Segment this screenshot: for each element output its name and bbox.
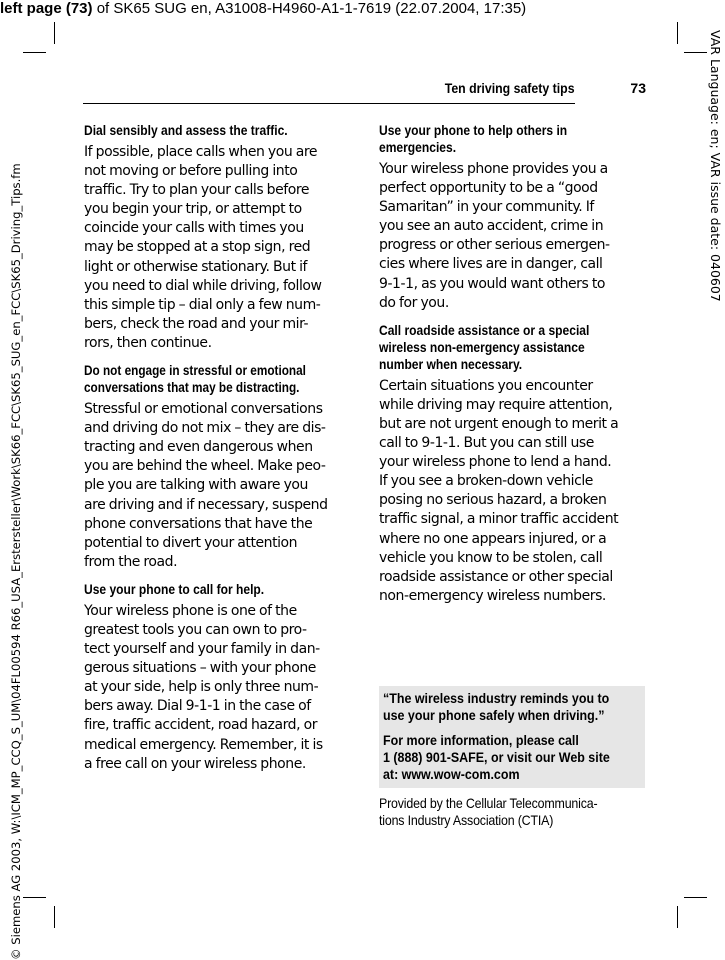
tip-body: Your wireless phone is one of the greatest tools you can own to pro- tect yourself and your family in dan- gerous situations – with your phone at your side, help is only three num- bers away. Dial 9-1-1 in the case of fire, traffic accident, road hazard, or medical emergency. Remember, it is a free call on your wireless phone. xyxy=(84,602,323,772)
tip-section xyxy=(379,122,647,313)
header-rule xyxy=(83,103,575,104)
tip-heading: Use your phone to help others in emergencies. xyxy=(379,123,568,155)
print-header xyxy=(0,0,526,18)
tip-body: If possible, place calls when you are not moving or before pulling into traffic. Try to plan your calls before you begin your trip, or attempt to coincide your calls with times you may be stopped at a stop sign, red light or otherwise stationary. But if you need to dial while driving, follow this simple tip – dial only a few num- bers, check the road and your mir- rors, then continue. xyxy=(84,144,322,351)
crop-mark xyxy=(684,52,707,53)
file-path-text: © Siemens AG 2003, W:\ICM_MP_CCQ_S_UM\04FL00594 R66_USA_Erstersteller\Work\SK66_FCC\SK65_SUG_en_FCC\SK65_Driving_Tips.fm xyxy=(9,163,23,960)
tip-body: Stressful or emotional conversations and driving do not mix – they are dis- tracting and even dangerous when you are behind the wheel. Make peo- ple you are talking with aware you are driving and if necessary, suspend phone conversations that have the potential to divert your attention from the road. xyxy=(84,401,328,570)
tip-section xyxy=(84,122,352,353)
ctia-notice xyxy=(379,686,645,829)
crop-mark xyxy=(677,22,678,44)
tip-heading: Use your phone to call for help. xyxy=(84,581,265,597)
left-column xyxy=(84,122,352,774)
info-box-quote: “The wireless industry reminds you to use your phone safely when driving.” xyxy=(383,691,610,723)
file-path-margin xyxy=(0,0,23,960)
crop-mark xyxy=(54,22,55,44)
crop-mark xyxy=(23,52,46,53)
info-box-contact: For more information, please call 1 (888) 901-SAFE, or visit our Web site at: www.wow-com.com xyxy=(383,733,610,782)
tip-section xyxy=(84,362,352,572)
language-issue-text: VAR Language: en; VAR issue date: 040607 xyxy=(708,30,723,302)
page-title: Ten driving safety tips xyxy=(445,80,575,96)
provided-by-credit: Provided by the Cellular Telecommunica- tions Industry Association (CTIA) xyxy=(379,796,598,828)
right-column xyxy=(379,122,647,606)
tip-body: Your wireless phone provides you a perfect opportunity to be a “good Samaritan” in your community. If you see an auto accident, crime in progress or other serious emergen- cies where lives are in danger, call 9-1-1, as you would want others to do for you. xyxy=(379,161,610,311)
page-number: 73 xyxy=(630,80,646,96)
tip-body: Certain situations you encounter while driving may require attention, but are not urgent enough to merit a call to 9-1-1. But you can still use your wireless phone to lend a hand. If you see a broken-down vehicle posing no serious hazard, a broken traffic signal, a minor traffic accident where no one appears injured, or a vehicle you know to be stolen, call roadside assistance or other special non-emergency wireless numbers. xyxy=(379,377,619,604)
print-header-rest: of SK65 SUG en, A31008-H4960-A1-1-7619 (22.07.2004, 17:35) xyxy=(92,0,527,17)
crop-mark xyxy=(684,897,707,898)
crop-mark xyxy=(677,906,678,928)
crop-mark xyxy=(23,897,46,898)
tip-section xyxy=(84,581,352,774)
tip-heading: Dial sensibly and assess the traffic. xyxy=(84,123,288,138)
tip-heading: Do not engage in stressful or emotional conversations that may be distracting. xyxy=(84,363,306,396)
page-header xyxy=(83,78,646,104)
info-box xyxy=(379,686,645,788)
tip-section xyxy=(379,322,647,606)
print-header-prefix: left page (73) xyxy=(0,0,93,17)
tip-heading: Call roadside assistance or a special wireless non-emergency assistance number when necessary. xyxy=(379,322,590,372)
crop-mark xyxy=(54,906,55,928)
